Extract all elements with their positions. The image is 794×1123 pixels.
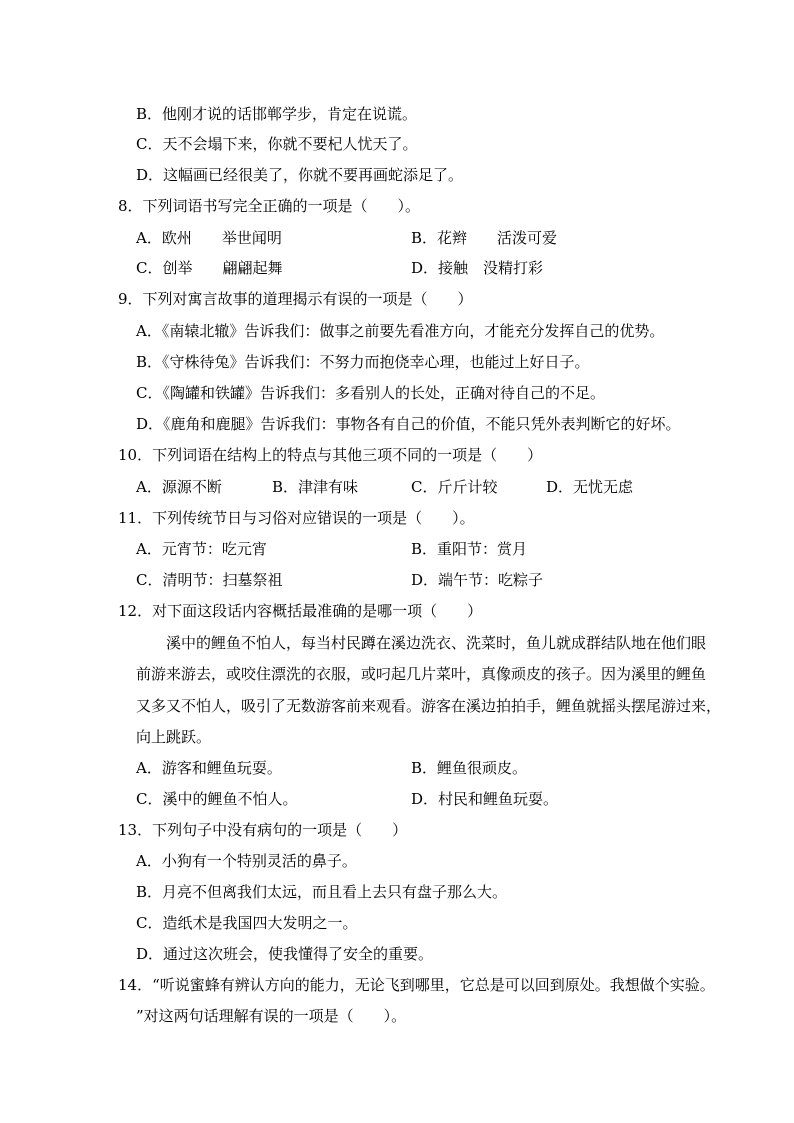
question-12-option-d: D．村民和鲤鱼玩耍。	[411, 790, 559, 808]
question-9-option-c: C．《陶罐和铁罐》告诉我们：多看别人的长处，正确对待自己的不足。	[136, 384, 605, 402]
question-8-stem: 8．下列词语书写完全正确的一项是（ ）。	[118, 197, 421, 215]
question-10-option-b: B．津津有味	[272, 478, 359, 496]
question-11-stem: 11．下列传统节日与习俗对应错误的一项是（ ）。	[118, 509, 475, 527]
question-10-option-a: A．源源不断	[136, 478, 222, 496]
question-13-stem: 13．下列句子中没有病句的一项是（ ）	[118, 821, 408, 839]
question-11-option-b: B．重阳节：赏月	[411, 540, 528, 558]
option-prev-c: C．天不会塌下来，你就不要杞人忧天了。	[136, 135, 418, 153]
question-12-stem: 12．对下面这段话内容概括最准确的是哪一项（ ）	[118, 602, 483, 620]
question-9-option-a: A．《南辕北辙》告诉我们：做事之前要先看准方向，才能充分发挥自己的优势。	[136, 322, 665, 340]
question-11-option-c: C．清明节：扫墓祭祖	[136, 571, 283, 589]
question-12-passage-line: 溪中的鲤鱼不怕人，每当村民蹲在溪边洗衣、洗菜时，鱼儿就成群结队地在他们眼	[166, 634, 707, 652]
question-12-passage-line: 向上跳跃。	[136, 728, 212, 746]
question-13-option-a: A．小狗有一个特别灵活的鼻子。	[136, 852, 357, 870]
question-14-stem-line-2: ”对这两句话理解有误的一项是（ ）。	[136, 1007, 407, 1025]
question-12-option-c: C．溪中的鲤鱼不怕人。	[136, 790, 298, 808]
option-prev-d: D．这幅画已经很美了，你就不要再画蛇添足了。	[136, 166, 464, 184]
question-12-option-a: A．游客和鲤鱼玩耍。	[136, 759, 282, 777]
question-11-option-a: A．元宵节：吃元宵	[136, 540, 267, 558]
question-13-option-c: C．造纸术是我国四大发明之一。	[136, 914, 358, 932]
question-12-passage-line: 又多又不怕人，吸引了无数游客前来观看。游客在溪边拍拍手，鲤鱼就摇头摆尾游过来，	[136, 697, 722, 715]
question-9-option-d: D．《鹿角和鹿腿》告诉我们：事物各有自己的价值，不能只凭外表判断它的好坏。	[136, 415, 681, 433]
question-10-option-c: C．斤斤计较	[411, 478, 498, 496]
question-13-option-b: B．月亮不但离我们太远，而且看上去只有盘子那么大。	[136, 883, 508, 901]
question-8-option-a: A．欧州 举世闻明	[136, 229, 282, 247]
question-12-option-b: B．鲤鱼很顽皮。	[411, 759, 528, 777]
question-14-stem-line-1: 14．“听说蜜蜂有辨认方向的能力，无论飞到哪里，它总是可以回到原处。我想做个实验。	[118, 976, 715, 994]
question-12-passage-line: 前游来游去，或咬住漂洗的衣服，或叼起几片菜叶，真像顽皮的孩子。因为溪里的鲤鱼	[136, 665, 707, 683]
question-13-option-d: D．通过这次班会，使我懂得了安全的重要。	[136, 945, 434, 963]
question-9-option-b: B．《守株待兔》告诉我们：不努力而抱侥幸心理，也能过上好日子。	[136, 353, 590, 371]
question-8-option-c: C．创举 翩翩起舞	[136, 259, 283, 277]
question-10-stem: 10．下列词语在结构上的特点与其他三项不同的一项是（ ）	[118, 446, 543, 464]
question-11-option-d: D．端午节：吃粽子	[411, 571, 544, 589]
question-9-stem: 9．下列对寓言故事的道理揭示有误的一项是（ ）	[118, 290, 473, 308]
question-8-option-d: D．接触 没精打彩	[411, 259, 544, 277]
question-8-option-b: B．花辫 活泼可爱	[411, 229, 558, 247]
option-prev-b: B．他刚才说的话邯郸学步，肯定在说谎。	[136, 105, 418, 123]
question-10-option-d: D．无忧无虑	[546, 478, 634, 496]
